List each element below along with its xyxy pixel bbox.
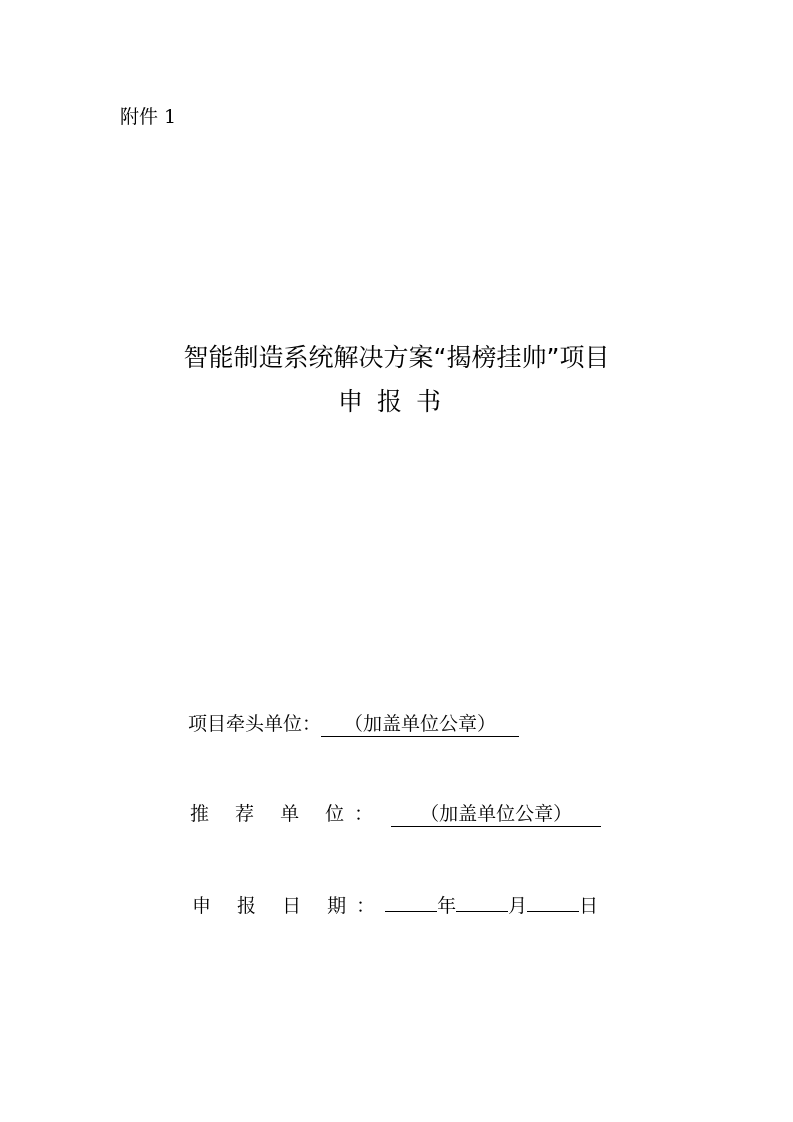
lead-unit-row: [188, 710, 519, 738]
recommend-unit-row: [190, 800, 601, 828]
date-label: 申 报 日 期：: [192, 895, 386, 917]
day-unit: 日: [579, 895, 599, 917]
month-unit: 月: [508, 895, 528, 917]
day-field[interactable]: [527, 889, 579, 912]
recommend-unit-label: 推 荐 单 位：: [190, 803, 384, 825]
month-field[interactable]: [456, 889, 508, 912]
year-unit: 年: [437, 895, 457, 917]
recommend-unit-field[interactable]: （加盖单位公章）: [391, 802, 601, 827]
date-row: [192, 889, 598, 920]
lead-unit-label: 项目牵头单位：: [188, 713, 322, 735]
attachment-label: 附件 1: [120, 106, 177, 128]
document-subtitle: 申报书: [337, 387, 455, 416]
document-title: 智能制造系统解决方案“揭榜挂帅”项目: [183, 343, 610, 372]
year-field[interactable]: [385, 889, 437, 912]
lead-unit-field[interactable]: （加盖单位公章）: [321, 712, 519, 737]
